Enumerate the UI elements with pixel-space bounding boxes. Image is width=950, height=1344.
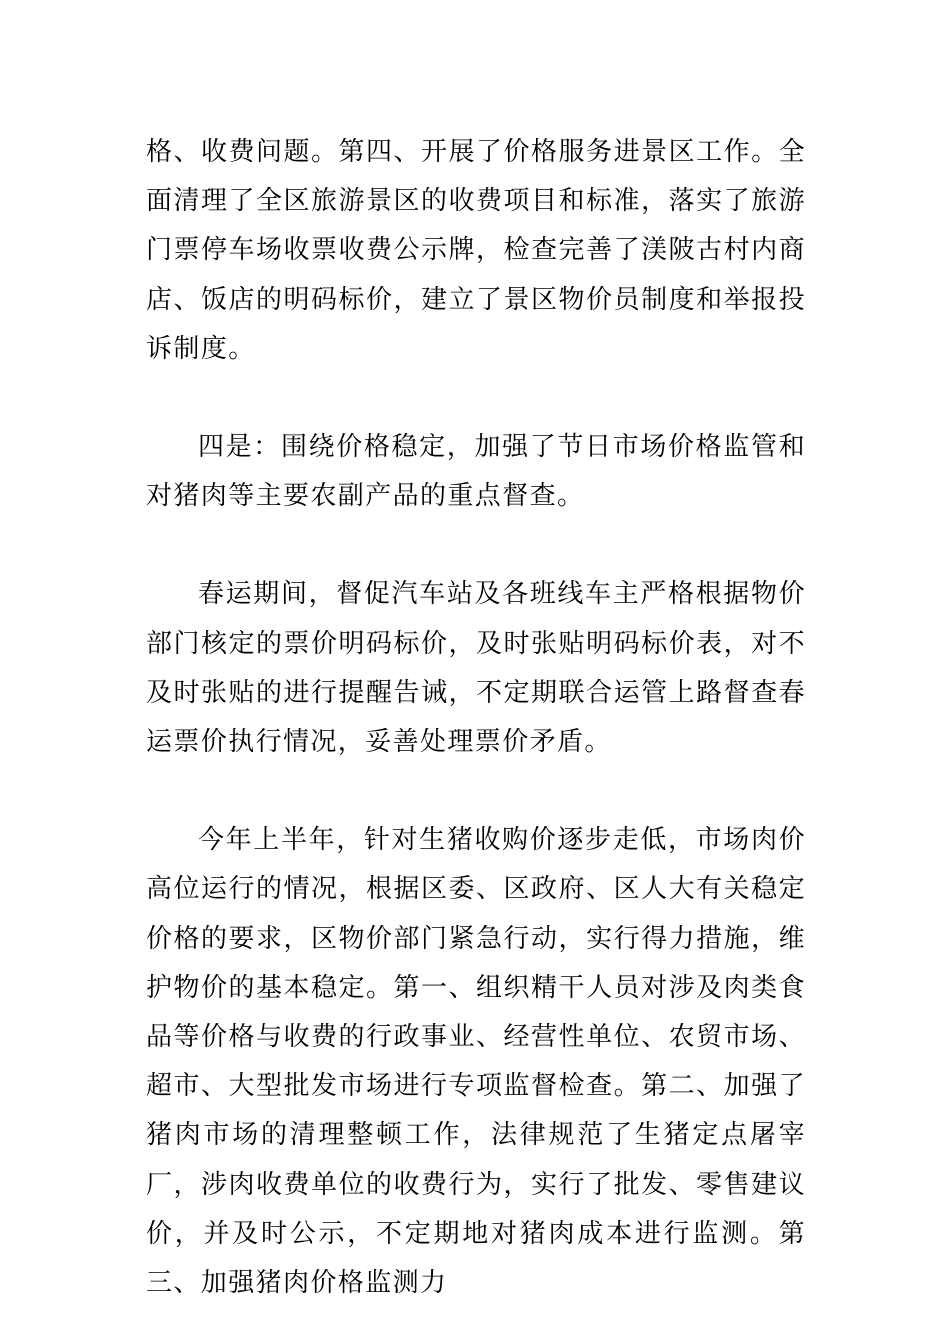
paragraph-4: 今年上半年，针对生猪收购价逐步走低，市场肉价高位运行的情况，根据区委、区政府、区人大有关稳定价格的要求，区物价部门紧急行动，实行得力措施，维护物价的基本稳定。第一、组织精干人员对涉及肉类食品等价格与收费的行政事业、经营性单位、农贸市场、超市、大型批发市场进行专项监督检查。第二、加强了猪肉市场的清理整顿工作，法律规范了生猪定点屠宰厂，涉肉收费单位的收费行为，实行了批发、零售建议价，并及时公示，不定期地对猪肉成本进行监测。第三、加强猪肉价格监测力 [146, 825, 806, 1299]
paragraph-3: 春运期间，督促汽车站及各班线车主严格根据物价部门核定的票价明码标价，及时张贴明码标价表，对不及时张贴的进行提醒告诫，不定期联合运管上路督查春运票价执行情况，妥善处理票价矛盾。 [146, 579, 806, 758]
paragraph-2: 四是：围绕价格稳定，加强了节日市场价格监管和对猪肉等主要农副产品的重点督查。 [146, 432, 806, 512]
document-body [146, 128, 806, 1308]
paragraph-1: 格、收费问题。第四、开展了价格服务进景区工作。全面清理了全区旅游景区的收费项目和标准，落实了旅游门票停车场收票收费公示牌，检查完善了渼陂古村内商店、饭店的明码标价，建立了景区物价员制度和举报投诉制度。 [146, 137, 806, 364]
